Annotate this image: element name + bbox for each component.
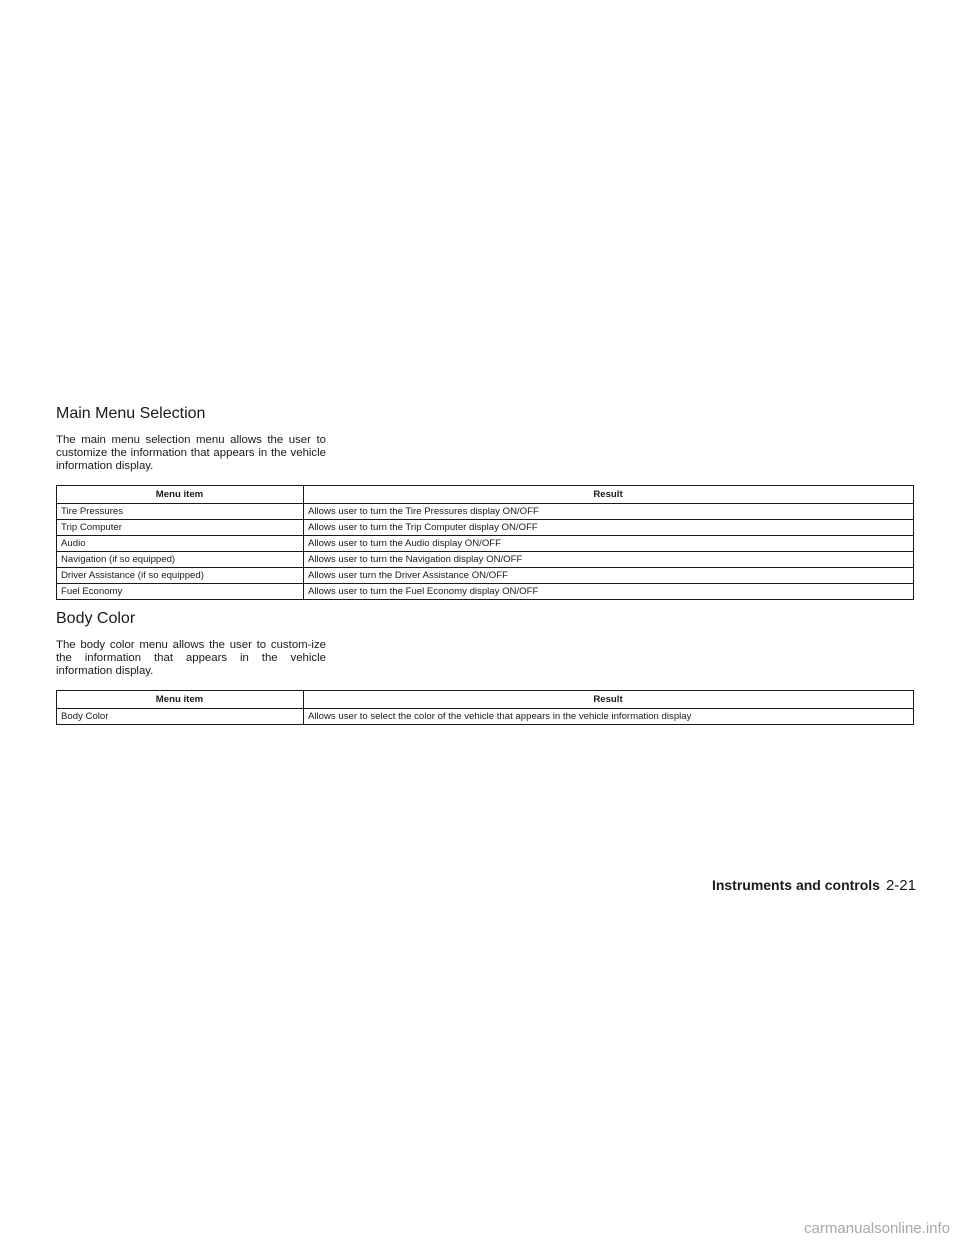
table-cell-result: Allows user to turn the Fuel Economy display ON/OFF [304,584,914,600]
table-cell-result: Allows user to select the color of the vehicle that appears in the vehicle information display [304,709,914,725]
column-header-result: Result [304,691,914,709]
table-cell-menu-item: Trip Computer [57,520,304,536]
section-intro-paragraph: The body color menu allows the user to custom-ize the information that appears in the vehicle information display. [56,639,326,677]
section-intro-paragraph: The main menu selection menu allows the user to customize the information that appears in the vehicle information display. [56,434,326,472]
table-cell-result: Allows user turn the Driver Assistance ON/OFF [304,568,914,584]
table-header-row [57,691,914,709]
footer-page-number: 2-21 [885,877,916,894]
column-header-menu-item: Menu item [57,691,304,709]
table-row [57,520,914,536]
table-cell-menu-item: Tire Pressures [57,504,304,520]
table-cell-result: Allows user to turn the Trip Computer display ON/OFF [304,520,914,536]
section-heading: Body Color [56,610,136,627]
column-header-result: Result [304,486,914,504]
column-header-menu-item: Menu item [57,486,304,504]
table-cell-menu-item: Driver Assistance (if so equipped) [57,568,304,584]
table-row [57,504,914,520]
table-header-row [57,486,914,504]
table-cell-result: Allows user to turn the Audio display ON/OFF [304,536,914,552]
table-row [57,568,914,584]
table-cell-menu-item: Audio [57,536,304,552]
section-body-color [56,609,914,725]
body-color-table [56,690,914,725]
table-row [57,709,914,725]
footer-chapter-title: Instruments and controls [711,877,880,893]
main-menu-table [56,485,914,600]
table-cell-menu-item: Body Color [57,709,304,725]
table-row [57,536,914,552]
section-main-menu-selection [56,404,914,600]
table-cell-menu-item: Navigation (if so equipped) [57,552,304,568]
page-footer [712,876,916,895]
table-cell-result: Allows user to turn the Navigation display ON/OFF [304,552,914,568]
section-heading: Main Menu Selection [56,405,206,422]
watermark-text: carmanualsonline.info [804,1220,950,1237]
table-cell-menu-item: Fuel Economy [57,584,304,600]
table-cell-result: Allows user to turn the Tire Pressures display ON/OFF [304,504,914,520]
table-row [57,552,914,568]
table-row [57,584,914,600]
